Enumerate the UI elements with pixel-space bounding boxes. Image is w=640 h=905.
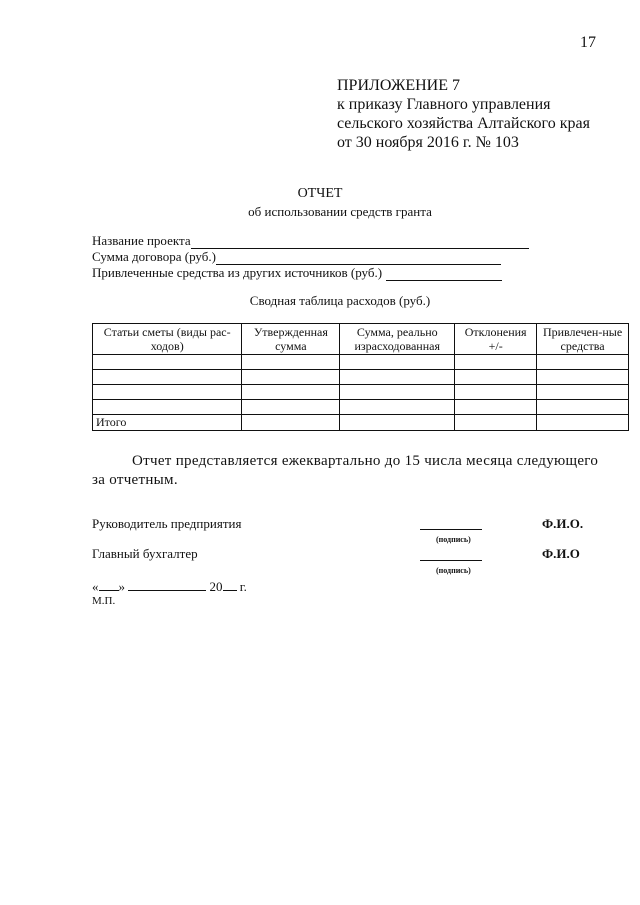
table-cell[interactable] — [242, 355, 340, 370]
report-subtitle: об использовании средств гранта — [248, 204, 432, 219]
accountant-label: Главный бухгалтер — [92, 546, 198, 561]
date-year-blank[interactable] — [223, 578, 237, 591]
table-row — [93, 400, 629, 415]
field-project-name — [92, 233, 529, 249]
date-month-blank[interactable] — [128, 578, 206, 591]
appendix-date-line: от 30 ноября 2016 г. № 103 — [337, 134, 519, 151]
director-fio: Ф.И.О. — [542, 516, 584, 531]
table-cell[interactable] — [242, 385, 340, 400]
table-cell[interactable] — [455, 385, 537, 400]
appendix-title: ПРИЛОЖЕНИЕ 7 — [337, 77, 461, 94]
table-total-row — [93, 415, 629, 431]
director-signature-line[interactable] — [420, 528, 482, 530]
date-year-prefix: 20 — [209, 579, 223, 594]
table-cell[interactable] — [537, 400, 629, 415]
table-cell[interactable] — [537, 355, 629, 370]
report-title: ОТЧЕТ — [297, 186, 343, 201]
table-cell[interactable] — [340, 385, 455, 400]
stamp-place: М.П. — [92, 595, 116, 607]
field-attracted-funds-blank[interactable] — [386, 268, 502, 281]
header-attracted-funds: Привлечен-ные средства — [537, 324, 629, 355]
table-cell[interactable] — [340, 400, 455, 415]
table-row — [93, 370, 629, 385]
field-contract-sum-blank[interactable] — [216, 252, 501, 265]
expenses-table — [92, 323, 629, 431]
table-cell[interactable] — [93, 355, 242, 370]
table-cell[interactable] — [455, 400, 537, 415]
table-cell[interactable] — [455, 370, 537, 385]
table-header-row — [93, 324, 629, 355]
table-row — [93, 385, 629, 400]
date-year-suffix: г. — [239, 579, 247, 594]
table-cell[interactable] — [93, 400, 242, 415]
accountant-signature-line[interactable] — [420, 559, 482, 561]
field-attracted-funds-label: Привлеченные средства из других источников (руб.) — [92, 265, 383, 280]
table-cell[interactable] — [455, 355, 537, 370]
accountant-fio: Ф.И.О — [542, 546, 580, 561]
table-cell[interactable] — [93, 370, 242, 385]
table-cell[interactable] — [537, 415, 629, 431]
table-cell[interactable] — [242, 400, 340, 415]
table-cell[interactable] — [93, 385, 242, 400]
table-cell[interactable] — [340, 370, 455, 385]
field-contract-sum — [92, 249, 529, 265]
table-caption: Сводная таблица расходов (руб.) — [249, 293, 431, 308]
table-row — [93, 355, 629, 370]
director-signature-caption: (подпись) — [436, 535, 471, 544]
header-budget-items: Статьи сметы (виды рас-ходов) — [93, 324, 242, 355]
appendix-order-line: к приказу Главного управления — [337, 96, 551, 113]
report-fields — [92, 233, 529, 281]
appendix-header — [337, 76, 590, 152]
table-cell[interactable] — [242, 415, 340, 431]
table-cell[interactable] — [340, 415, 455, 431]
date-close-quote: » — [118, 579, 125, 594]
table-cell[interactable] — [537, 385, 629, 400]
submission-note: Отчет представляется ежеквартально до 15 числа месяца следующего за отчетным. — [92, 453, 599, 488]
total-label: Итого — [93, 415, 242, 431]
field-attracted-funds — [92, 265, 529, 281]
accountant-signature-caption: (подпись) — [436, 566, 471, 575]
date-line — [92, 578, 247, 595]
appendix-department-line: сельского хозяйства Алтайского края — [337, 115, 590, 132]
table-cell[interactable] — [537, 370, 629, 385]
page-number: 17 — [580, 34, 596, 51]
field-contract-sum-label: Сумма договора (руб.) — [92, 249, 216, 264]
header-deviation: Отклонения +/- — [455, 324, 537, 355]
table-cell[interactable] — [242, 370, 340, 385]
field-project-name-blank[interactable] — [191, 236, 529, 249]
header-approved-sum: Утвержденная сумма — [242, 324, 340, 355]
date-open-quote: « — [92, 579, 99, 594]
table-cell[interactable] — [455, 415, 537, 431]
date-day-blank[interactable] — [99, 578, 119, 591]
header-actual-spent: Сумма, реально израсходованная — [340, 324, 455, 355]
director-label: Руководитель предприятия — [92, 516, 242, 531]
table-cell[interactable] — [340, 355, 455, 370]
field-project-name-label: Название проекта — [92, 233, 191, 248]
